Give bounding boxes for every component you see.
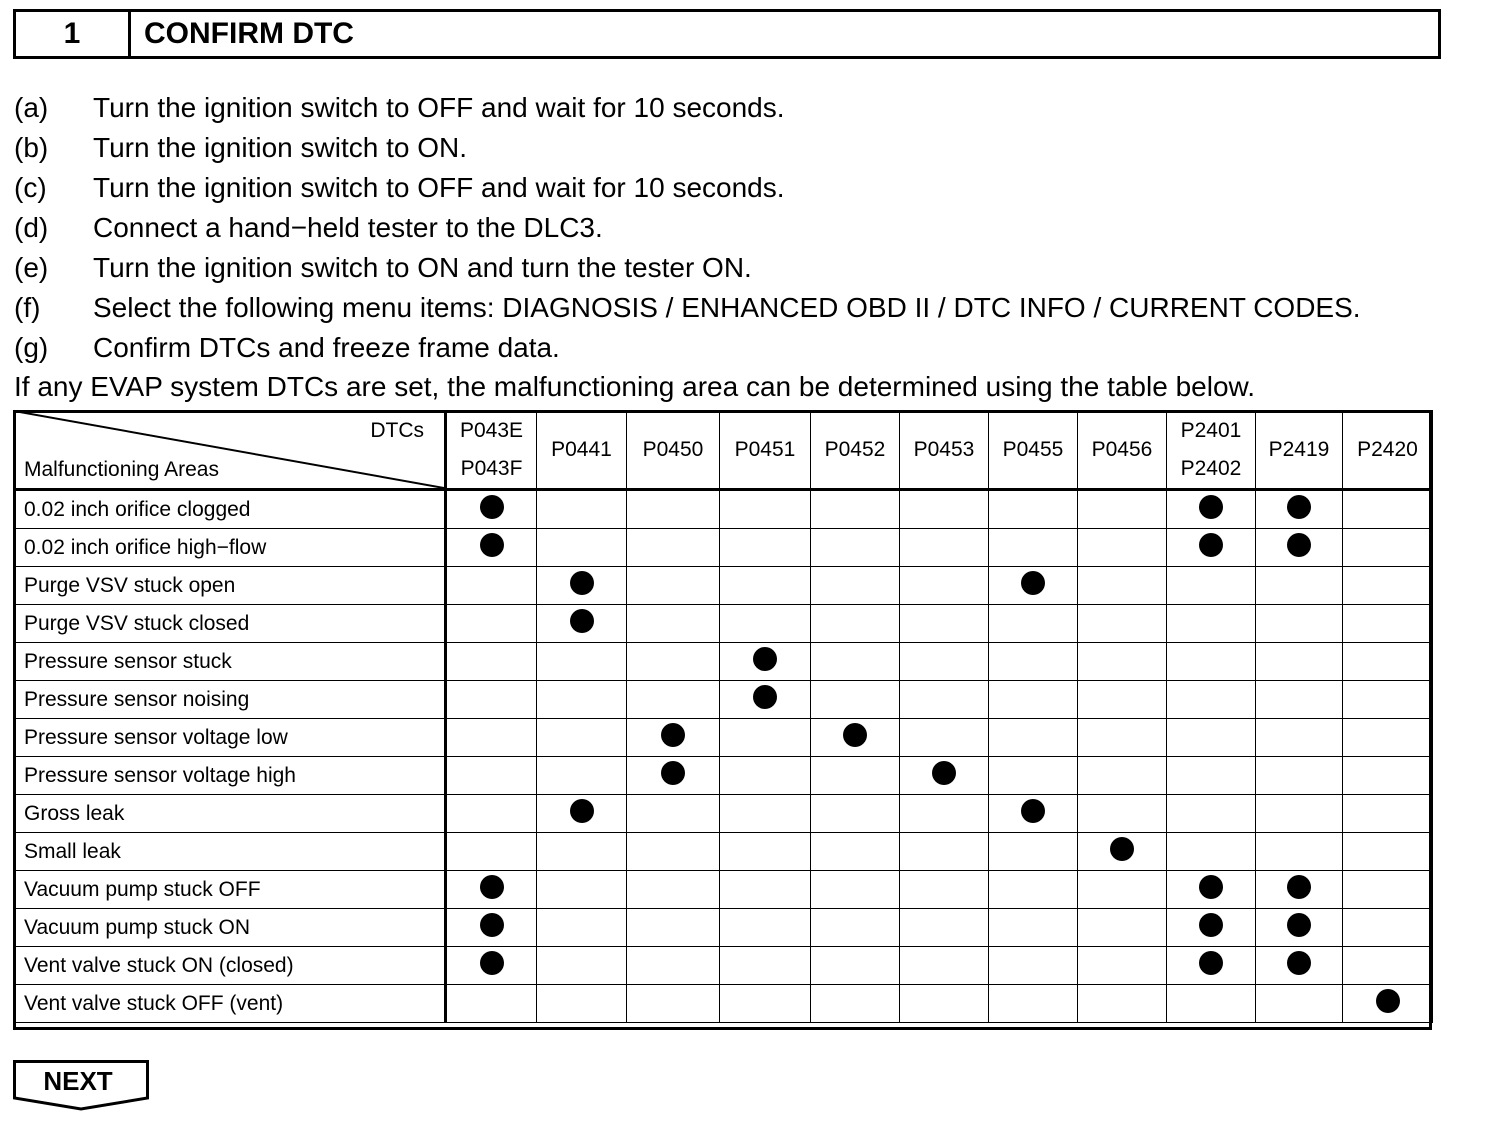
table-row [14,833,1433,871]
instruction-letter: (d) [14,212,49,243]
filled-circle-marker [1287,875,1311,899]
dtc-code: P2401 [1180,418,1242,442]
mark-cell [989,490,1078,529]
corner-areas-label: Malfunctioning Areas [24,458,219,481]
mark-cell [1343,643,1433,681]
dtc-column-header [1078,411,1167,490]
mark-cell [446,490,537,529]
mark-cell [720,871,811,909]
mark-cell [537,605,627,643]
mark-cell [900,681,989,719]
filled-circle-marker [480,533,504,557]
mark-cell [627,643,720,681]
mark-cell [1256,605,1343,643]
step-title: CONFIRM DTC [144,17,354,50]
mark-cell [1256,947,1343,985]
dtc-column-header [446,411,537,490]
mark-cell [1167,605,1256,643]
mark-cell [720,490,811,529]
filled-circle-marker [480,875,504,899]
mark-cell [900,871,989,909]
mark-cell [1078,833,1167,871]
mark-cell [627,795,720,833]
mark-cell [627,490,720,529]
malfunction-area-label: Vacuum pump stuck OFF [14,871,446,909]
dtc-table [13,410,1433,1023]
dtc-code: P0455 [1002,437,1064,461]
instruction-letter: (e) [14,252,49,283]
mark-cell [1167,795,1256,833]
mark-cell [1167,490,1256,529]
mark-cell [1343,681,1433,719]
mark-cell [627,567,720,605]
filled-circle-marker [753,647,777,671]
mark-cell [989,643,1078,681]
step-number: 1 [16,12,131,56]
mark-cell [900,490,989,529]
mark-cell [627,681,720,719]
table-note: If any EVAP system DTCs are set, the malfunctioning area can be determined using the table below. [14,371,1255,402]
mark-cell [627,833,720,871]
step-header [13,9,1441,59]
filled-circle-marker [1287,495,1311,519]
mark-cell [1167,909,1256,947]
filled-circle-marker [1199,533,1223,557]
instruction-letter: (f) [14,292,41,323]
mark-cell [989,795,1078,833]
mark-cell [446,643,537,681]
instruction-letter: (c) [14,172,47,203]
mark-cell [989,681,1078,719]
mark-cell [1256,909,1343,947]
mark-cell [446,871,537,909]
mark-cell [1256,757,1343,795]
mark-cell [1256,681,1343,719]
mark-cell [1343,795,1433,833]
mark-cell [1167,757,1256,795]
mark-cell [989,529,1078,567]
mark-cell [446,795,537,833]
malfunction-area-label: Purge VSV stuck open [14,567,446,605]
malfunction-area-label: 0.02 inch orifice clogged [14,490,446,529]
mark-cell [1256,795,1343,833]
instruction-item [14,128,1361,168]
malfunction-area-label: 0.02 inch orifice high−flow [14,529,446,567]
dtc-column-header [537,411,627,490]
table-row [14,643,1433,681]
dtc-code: P2419 [1268,437,1330,461]
mark-cell [1167,833,1256,871]
mark-cell [1343,490,1433,529]
table-row [14,947,1433,985]
dtc-column-header [627,411,720,490]
mark-cell [627,757,720,795]
mark-cell [1078,681,1167,719]
malfunction-area-label: Pressure sensor stuck [14,643,446,681]
instruction-item [14,288,1361,328]
mark-cell [989,985,1078,1023]
mark-cell [811,757,900,795]
mark-cell [900,757,989,795]
dtc-column-header [811,411,900,490]
mark-cell [989,757,1078,795]
mark-cell [1078,795,1167,833]
mark-cell [627,605,720,643]
malfunction-area-label: Vent valve stuck OFF (vent) [14,985,446,1023]
instruction-letter: (b) [14,132,49,163]
mark-cell [1343,605,1433,643]
dtc-code: P0450 [642,437,704,461]
mark-cell [1078,490,1167,529]
mark-cell [627,985,720,1023]
dtc-column-header [900,411,989,490]
mark-cell [446,719,537,757]
mark-cell [811,643,900,681]
mark-cell [446,947,537,985]
mark-cell [989,833,1078,871]
mark-cell [900,909,989,947]
mark-cell [1343,567,1433,605]
mark-cell [1078,947,1167,985]
table-corner-cell [14,411,446,490]
dtc-code: P043F [460,456,523,480]
table-row [14,681,1433,719]
table-row [14,529,1433,567]
mark-cell [1256,719,1343,757]
mark-cell [811,833,900,871]
filled-circle-marker [1199,495,1223,519]
table-row [14,795,1433,833]
mark-cell [446,757,537,795]
next-button[interactable] [13,1060,149,1110]
filled-circle-marker [1110,837,1134,861]
mark-cell [900,605,989,643]
mark-cell [1078,719,1167,757]
mark-cell [537,567,627,605]
filled-circle-marker [661,761,685,785]
mark-cell [537,757,627,795]
filled-circle-marker [1287,913,1311,937]
mark-cell [537,909,627,947]
filled-circle-marker [1021,799,1045,823]
mark-cell [1343,833,1433,871]
instruction-item [14,248,1361,288]
filled-circle-marker [480,913,504,937]
mark-cell [1078,643,1167,681]
mark-cell [720,529,811,567]
filled-circle-marker [1199,875,1223,899]
table-row [14,567,1433,605]
mark-cell [1256,643,1343,681]
corner-dtcs-label: DTCs [370,419,424,442]
instruction-item [14,328,1361,368]
malfunction-area-label: Gross leak [14,795,446,833]
mark-cell [720,681,811,719]
mark-cell [811,567,900,605]
mark-cell [537,719,627,757]
instruction-item [14,208,1361,248]
mark-cell [1167,643,1256,681]
mark-cell [811,909,900,947]
dtc-column-header [1343,411,1433,490]
next-button-label: NEXT [43,1066,113,1096]
filled-circle-marker [570,609,594,633]
mark-cell [1167,985,1256,1023]
instruction-item [14,168,1361,208]
malfunction-area-label: Vent valve stuck ON (closed) [14,947,446,985]
filled-circle-marker [932,761,956,785]
dtc-code: P2420 [1357,437,1418,461]
mark-cell [900,833,989,871]
mark-cell [1343,529,1433,567]
instruction-text: Confirm DTCs and freeze frame data. [93,332,560,363]
mark-cell [811,795,900,833]
dtc-code: P0451 [734,437,796,461]
mark-cell [1256,985,1343,1023]
dtc-code: P2402 [1180,456,1242,480]
instruction-letter: (a) [14,92,49,123]
mark-cell [720,985,811,1023]
mark-cell [1078,529,1167,567]
dtc-column-header [1256,411,1343,490]
malfunction-area-label: Vacuum pump stuck ON [14,909,446,947]
mark-cell [720,719,811,757]
instruction-text: Turn the ignition switch to ON. [93,132,468,163]
instruction-list [14,88,1361,368]
mark-cell [627,529,720,567]
mark-cell [537,529,627,567]
malfunction-area-label: Purge VSV stuck closed [14,605,446,643]
mark-cell [811,947,900,985]
instruction-text: Turn the ignition switch to OFF and wait for 10 seconds. [93,172,785,203]
dtc-column-header [720,411,811,490]
mark-cell [446,529,537,567]
table-row [14,719,1433,757]
mark-cell [900,567,989,605]
filled-circle-marker [1287,533,1311,557]
mark-cell [1256,833,1343,871]
filled-circle-marker [570,571,594,595]
mark-cell [1078,909,1167,947]
mark-cell [720,757,811,795]
mark-cell [720,643,811,681]
mark-cell [537,643,627,681]
malfunction-area-label: Small leak [14,833,446,871]
mark-cell [537,490,627,529]
mark-cell [720,947,811,985]
mark-cell [900,795,989,833]
table-row [14,909,1433,947]
mark-cell [1343,719,1433,757]
mark-cell [1167,871,1256,909]
mark-cell [1078,871,1167,909]
dtc-code: P0453 [913,437,975,461]
mark-cell [1343,871,1433,909]
mark-cell [446,605,537,643]
mark-cell [720,909,811,947]
mark-cell [720,795,811,833]
filled-circle-marker [1199,951,1223,975]
table-row [14,985,1433,1023]
table-row [14,490,1433,529]
mark-cell [811,719,900,757]
mark-cell [1256,529,1343,567]
mark-cell [1078,757,1167,795]
mark-cell [1078,605,1167,643]
filled-circle-marker [843,723,867,747]
mark-cell [811,605,900,643]
mark-cell [537,947,627,985]
mark-cell [1343,947,1433,985]
mark-cell [811,871,900,909]
filled-circle-marker [1376,989,1400,1013]
filled-circle-marker [480,495,504,519]
mark-cell [811,985,900,1023]
mark-cell [989,909,1078,947]
dtc-code: P0441 [551,437,612,461]
mark-cell [900,947,989,985]
mark-cell [720,567,811,605]
mark-cell [989,719,1078,757]
instruction-item [14,88,1361,128]
dtc-column-header [989,411,1078,490]
filled-circle-marker [1021,571,1045,595]
mark-cell [1343,909,1433,947]
filled-circle-marker [1199,913,1223,937]
mark-cell [627,909,720,947]
mark-cell [1343,985,1433,1023]
dtc-column-header [1167,411,1256,490]
mark-cell [446,985,537,1023]
mark-cell [1167,947,1256,985]
table-row [14,871,1433,909]
instruction-text: Turn the ignition switch to OFF and wait for 10 seconds. [93,92,785,123]
malfunction-area-label: Pressure sensor voltage low [14,719,446,757]
filled-circle-marker [1287,951,1311,975]
mark-cell [446,681,537,719]
table-row [14,757,1433,795]
mark-cell [446,567,537,605]
mark-cell [1167,719,1256,757]
filled-circle-marker [480,951,504,975]
mark-cell [1343,757,1433,795]
dtc-code: P0456 [1091,437,1153,461]
mark-cell [811,490,900,529]
mark-cell [1256,567,1343,605]
filled-circle-marker [753,685,777,709]
mark-cell [446,833,537,871]
instruction-letter: (g) [14,332,49,363]
mark-cell [1167,567,1256,605]
instruction-text: Turn the ignition switch to ON and turn the tester ON. [93,252,752,283]
dtc-code: P043E [459,418,524,442]
mark-cell [989,947,1078,985]
instruction-text: Select the following menu items: DIAGNOSIS / ENHANCED OBD II / DTC INFO / CURRENT CODES. [93,292,1361,323]
mark-cell [1167,529,1256,567]
mark-cell [989,567,1078,605]
mark-cell [1078,985,1167,1023]
mark-cell [989,871,1078,909]
filled-circle-marker [570,799,594,823]
instruction-text: Connect a hand−held tester to the DLC3. [93,212,603,243]
mark-cell [900,529,989,567]
malfunction-area-label: Pressure sensor voltage high [14,757,446,795]
mark-cell [1256,490,1343,529]
mark-cell [627,947,720,985]
mark-cell [446,909,537,947]
mark-cell [1256,871,1343,909]
mark-cell [1078,567,1167,605]
mark-cell [720,833,811,871]
mark-cell [811,681,900,719]
mark-cell [627,719,720,757]
dtc-code: P0452 [824,437,886,461]
mark-cell [537,985,627,1023]
mark-cell [537,681,627,719]
mark-cell [811,529,900,567]
mark-cell [1167,681,1256,719]
filled-circle-marker [661,723,685,747]
mark-cell [900,985,989,1023]
mark-cell [537,795,627,833]
mark-cell [989,605,1078,643]
mark-cell [537,833,627,871]
malfunction-area-label: Pressure sensor noising [14,681,446,719]
mark-cell [900,719,989,757]
mark-cell [537,871,627,909]
mark-cell [900,643,989,681]
table-row [14,605,1433,643]
mark-cell [720,605,811,643]
mark-cell [627,871,720,909]
